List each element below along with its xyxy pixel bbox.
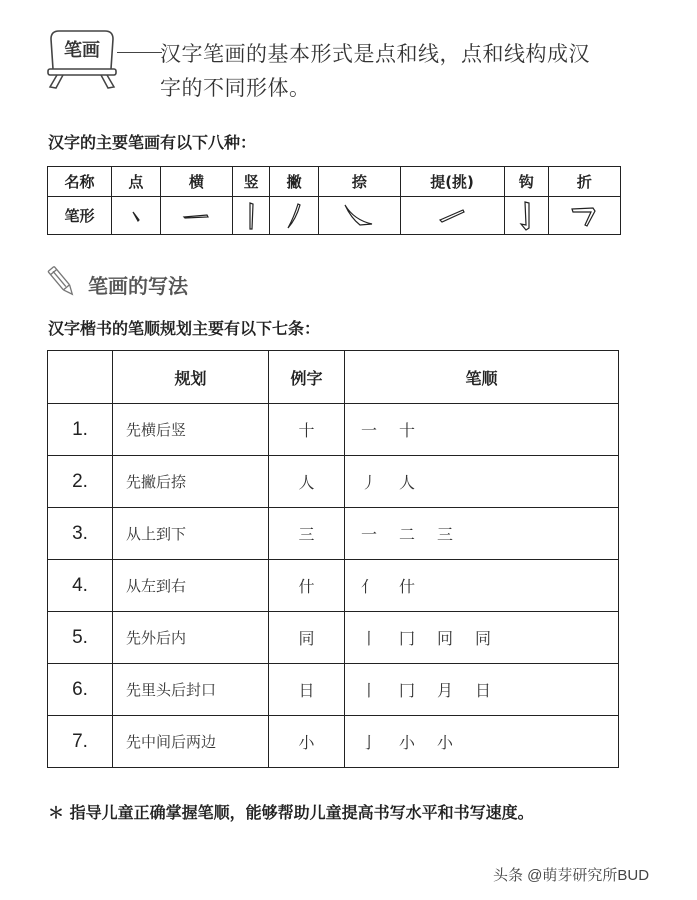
header-example: 例字: [269, 351, 345, 404]
strokes-heading: 汉字的主要笔画有以下八种：: [48, 133, 257, 152]
row-number: 6.: [48, 664, 113, 716]
connector-line: [117, 52, 162, 53]
row-header-name: 名称: [48, 167, 112, 197]
stroke-name: 钩: [504, 167, 548, 197]
stroke-shape-vertical: [232, 197, 269, 235]
sequence-step: 什: [399, 577, 416, 596]
table-row: [48, 716, 619, 768]
sequence-step: 二: [399, 525, 416, 544]
header-rule: 规划: [113, 351, 269, 404]
row-header-shape: 笔形: [48, 197, 112, 235]
row-sequence: [345, 456, 619, 508]
sequence-step: 丿: [361, 473, 378, 492]
stroke-shape-hook: [504, 197, 548, 235]
row-sequence: [345, 664, 619, 716]
sequence-step: 小: [437, 733, 454, 752]
row-number: 2.: [48, 456, 113, 508]
row-sequence: [345, 612, 619, 664]
watermark: 头条 @萌芽研究所BUD: [493, 867, 650, 884]
table-row: [48, 404, 619, 456]
left-falling-stroke-icon: [284, 201, 304, 231]
table-row: [48, 560, 619, 612]
hook-stroke-icon: [517, 200, 535, 232]
row-example: 三: [269, 508, 345, 560]
stroke-shape-horizontal: [160, 197, 232, 235]
stroke-name: 捺: [319, 167, 400, 197]
row-example: 人: [269, 456, 345, 508]
row-number: 4.: [48, 560, 113, 612]
table-header-row: [48, 351, 619, 404]
strokes-name-row: [48, 167, 621, 197]
sequence-step: 十: [399, 421, 416, 440]
stroke-name: 提(挑): [400, 167, 504, 197]
sequence-step: 一: [361, 421, 378, 440]
table-row: [48, 664, 619, 716]
dot-stroke-icon: [126, 206, 146, 226]
turning-stroke-icon: [569, 203, 599, 229]
sequence-step: 冋: [437, 629, 454, 648]
strokes-table: [47, 166, 621, 235]
stroke-shape-rising: [400, 197, 504, 235]
sequence-step: 亻: [361, 577, 378, 596]
row-rule: 先里头后封口: [113, 664, 269, 716]
stroke-name: 点: [112, 167, 161, 197]
stroke-order-heading: 汉字楷书的笔顺规划主要有以下七条：: [48, 319, 321, 338]
footnote: ＊ 指导儿童正确掌握笔顺，能够帮助儿童提高书写水平和书写速度。: [48, 803, 534, 822]
row-example: 同: [269, 612, 345, 664]
header-sequence: 笔顺: [345, 351, 619, 404]
stroke-name: 横: [160, 167, 232, 197]
stroke-shape-dot: [112, 197, 161, 235]
sequence-step: 人: [399, 473, 416, 492]
row-rule: 先外后内: [113, 612, 269, 664]
table-row: [48, 508, 619, 560]
vertical-stroke-icon: [244, 201, 258, 231]
table-row: [48, 612, 619, 664]
row-number: 1.: [48, 404, 113, 456]
sequence-step: 三: [437, 525, 454, 544]
row-rule: 先撇后捺: [113, 456, 269, 508]
row-number: 7.: [48, 716, 113, 768]
row-example: 小: [269, 716, 345, 768]
sequence-step: 一: [361, 525, 378, 544]
row-number: 5.: [48, 612, 113, 664]
rising-stroke-icon: [437, 206, 467, 226]
intro-text-line1: 汉字笔画的基本形式是点和线，点和线构成汉: [160, 42, 590, 66]
stroke-name: 撇: [270, 167, 319, 197]
sequence-step: 亅: [361, 733, 378, 752]
horizontal-stroke-icon: [181, 209, 211, 223]
header-index: [48, 351, 113, 404]
row-sequence: [345, 508, 619, 560]
stroke-order-table: [47, 350, 619, 768]
sequence-step: 丨: [361, 629, 378, 648]
intro-text-line2: 字的不同形体。: [160, 76, 311, 100]
sequence-step: 小: [399, 733, 416, 752]
sequence-step: 冂: [399, 681, 416, 700]
row-number: 3.: [48, 508, 113, 560]
row-example: 十: [269, 404, 345, 456]
section-title: 笔画的写法: [88, 274, 188, 298]
sequence-step: 冂: [399, 629, 416, 648]
pencil-icon: [47, 265, 77, 299]
row-example: 日: [269, 664, 345, 716]
row-rule: 先横后竖: [113, 404, 269, 456]
sequence-step: 丨: [361, 681, 378, 700]
stroke-shape-right-falling: [319, 197, 400, 235]
stroke-name: 竖: [232, 167, 269, 197]
row-sequence: [345, 716, 619, 768]
table-row: [48, 456, 619, 508]
row-rule: 先中间后两边: [113, 716, 269, 768]
row-example: 什: [269, 560, 345, 612]
right-falling-stroke-icon: [342, 202, 376, 230]
stroke-shape-turning: [548, 197, 620, 235]
sequence-step: 同: [475, 629, 492, 648]
stroke-name: 折: [548, 167, 620, 197]
row-sequence: [345, 404, 619, 456]
badge-label: 笔画: [64, 40, 100, 61]
sequence-step: 月: [437, 681, 454, 700]
strokes-shape-row: [48, 197, 621, 235]
row-rule: 从上到下: [113, 508, 269, 560]
row-rule: 从左到右: [113, 560, 269, 612]
row-sequence: [345, 560, 619, 612]
sequence-step: 日: [475, 681, 492, 700]
stroke-shape-left-falling: [270, 197, 319, 235]
